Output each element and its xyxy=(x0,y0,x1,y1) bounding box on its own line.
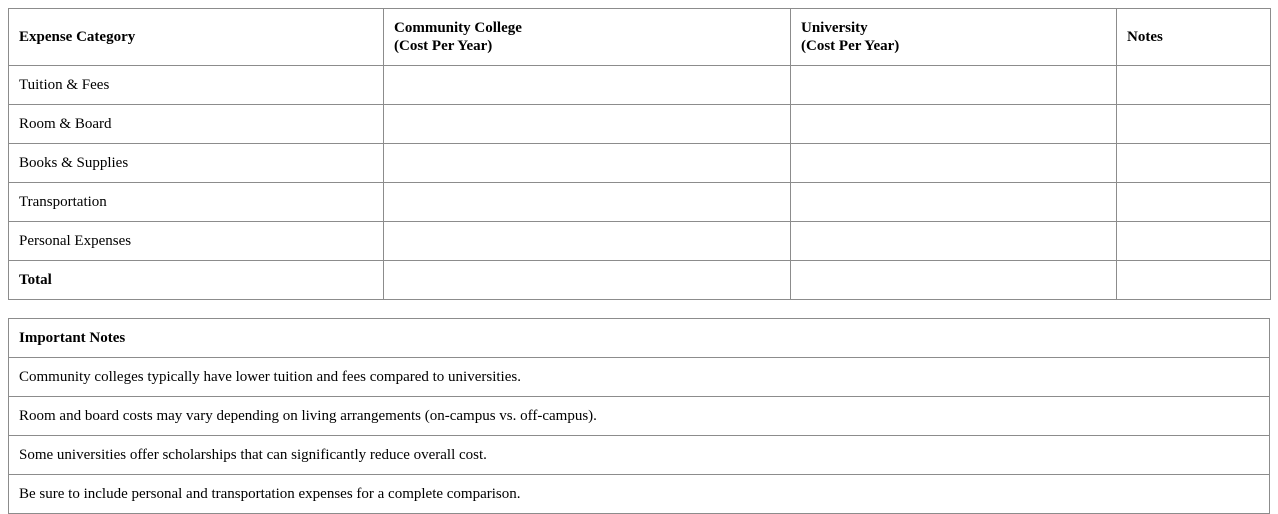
notes-header-row xyxy=(9,319,1270,358)
notes-cell[interactable] xyxy=(1117,144,1271,183)
community-college-cost-cell[interactable] xyxy=(384,183,791,222)
university-cost-cell[interactable] xyxy=(791,222,1117,261)
header-sublabel: (Cost Per Year) xyxy=(801,38,900,54)
table-row xyxy=(9,66,1271,105)
note-item: Room and board costs may vary depending on living arrangements (on-campus vs. off-campus). xyxy=(9,397,1270,436)
notes-cell[interactable] xyxy=(1117,66,1271,105)
note-item: Community colleges typically have lower tuition and fees compared to universities. xyxy=(9,358,1270,397)
header-university xyxy=(791,9,1117,66)
notes-cell[interactable] xyxy=(1117,222,1271,261)
note-item: Be sure to include personal and transportation expenses for a complete comparison. xyxy=(9,475,1270,514)
university-total-cell[interactable] xyxy=(791,261,1117,300)
header-sublabel: (Cost Per Year) xyxy=(394,38,493,54)
total-row xyxy=(9,261,1271,300)
note-row xyxy=(9,436,1270,475)
university-cost-cell[interactable] xyxy=(791,105,1117,144)
community-college-cost-cell[interactable] xyxy=(384,144,791,183)
header-notes xyxy=(1117,9,1271,66)
note-row xyxy=(9,358,1270,397)
header-expense-category xyxy=(9,9,384,66)
community-college-cost-cell[interactable] xyxy=(384,222,791,261)
community-college-total-cell[interactable] xyxy=(384,261,791,300)
notes-heading: Important Notes xyxy=(9,319,1270,358)
category-cell: Personal Expenses xyxy=(9,222,384,261)
community-college-cost-cell[interactable] xyxy=(384,105,791,144)
category-cell: Tuition & Fees xyxy=(9,66,384,105)
header-community-college xyxy=(384,9,791,66)
note-item: Some universities offer scholarships that can significantly reduce overall cost. xyxy=(9,436,1270,475)
university-cost-cell[interactable] xyxy=(791,144,1117,183)
note-row xyxy=(9,475,1270,514)
category-cell: Room & Board xyxy=(9,105,384,144)
header-label: Expense Category xyxy=(19,29,136,45)
important-notes-table xyxy=(8,318,1270,514)
table-row xyxy=(9,144,1271,183)
notes-cell[interactable] xyxy=(1117,105,1271,144)
header-label: Notes xyxy=(1127,29,1163,45)
category-cell: Books & Supplies xyxy=(9,144,384,183)
total-label: Total xyxy=(9,261,384,300)
notes-cell[interactable] xyxy=(1117,183,1271,222)
note-row xyxy=(9,397,1270,436)
table-row xyxy=(9,183,1271,222)
expense-comparison-table xyxy=(8,8,1271,300)
table-row xyxy=(9,105,1271,144)
category-cell: Transportation xyxy=(9,183,384,222)
notes-cell[interactable] xyxy=(1117,261,1271,300)
table-row xyxy=(9,222,1271,261)
table-header-row xyxy=(9,9,1271,66)
university-cost-cell[interactable] xyxy=(791,183,1117,222)
header-label: University xyxy=(801,20,868,36)
university-cost-cell[interactable] xyxy=(791,66,1117,105)
community-college-cost-cell[interactable] xyxy=(384,66,791,105)
header-label: Community College xyxy=(394,20,522,36)
